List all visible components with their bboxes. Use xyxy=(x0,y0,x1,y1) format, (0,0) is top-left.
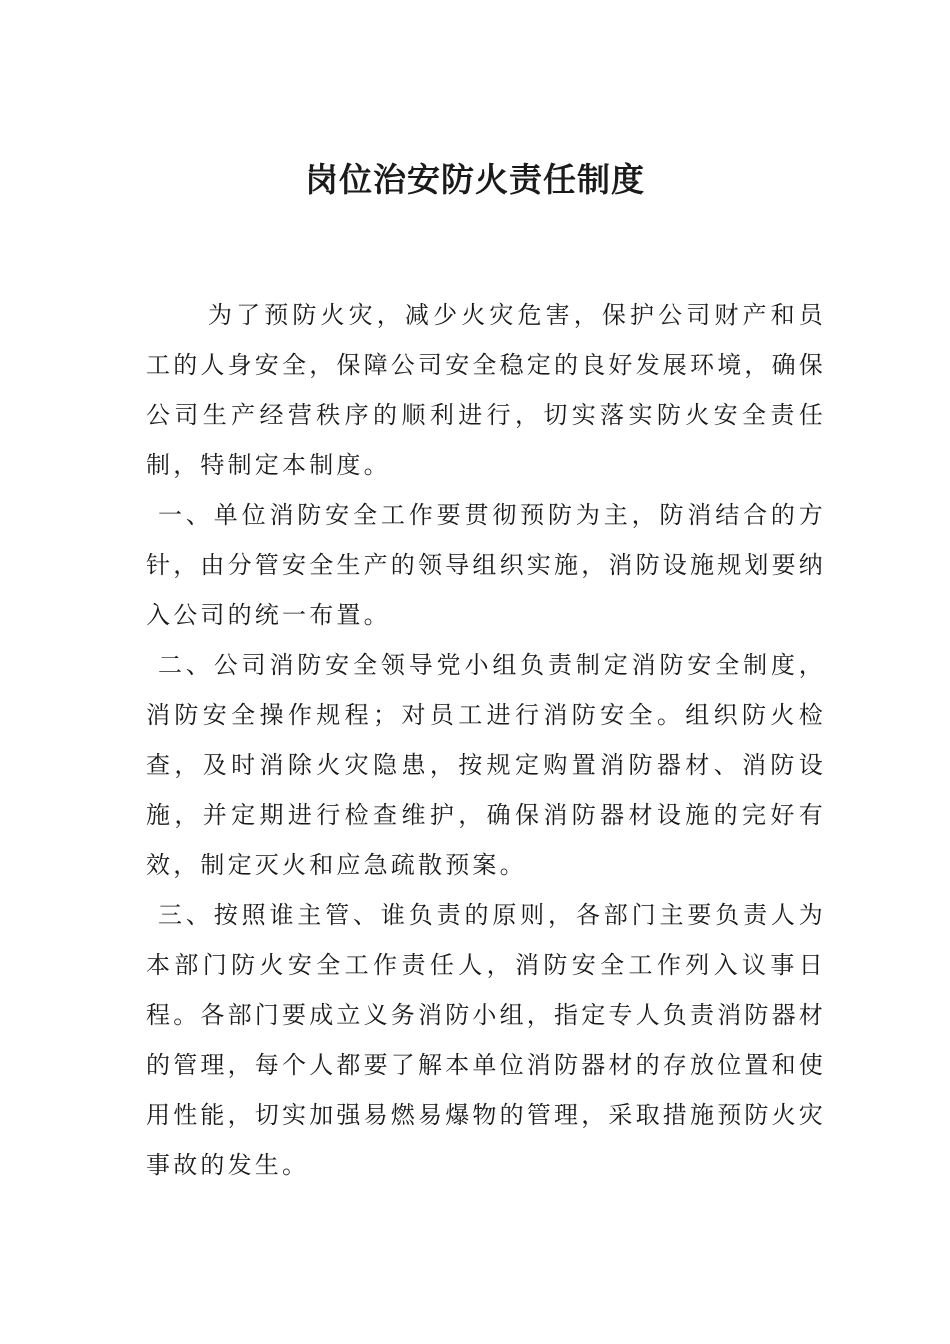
intro-paragraph: 为了预防火灾，减少火灾危害，保护公司财产和员工的人身安全，保障公司安全稳定的良好发展环境，确保公司生产经营秩序的顺利进行，切实落实防火安全责任制，特制定本制度。 xyxy=(146,301,826,479)
clause-paragraph-2: 二、公司消防安全领导党小组负责制定消防安全制度，消防安全操作规程；对员工进行消防安全。组织防火检查，及时消除火灾隐患，按规定购置消防器材、消防设施，并定期进行检查维护，确保消防器材设施的完好有效，制定灭火和应急疏散预案。 xyxy=(146,651,826,879)
clause-paragraph-1: 一、单位消防安全工作要贯彻预防为主，防消结合的方针，由分管安全生产的领导组织实施，消防设施规划要纳入公司的统一布置。 xyxy=(146,501,826,629)
document-title: 岗位治安防火责任制度 xyxy=(305,160,645,199)
document-body xyxy=(146,290,826,1190)
clause-paragraph-3: 三、按照谁主管、谁负责的原则，各部门主要负责人为本部门防火安全工作责任人，消防安全工作列入议事日程。各部门要成立义务消防小组，指定专人负责消防器材的管理，每个人都要了解本单位消防器材的存放位置和使用性能，切实加强易燃易爆物的管理，采取措施预防火灾事故的发生。 xyxy=(146,901,826,1179)
